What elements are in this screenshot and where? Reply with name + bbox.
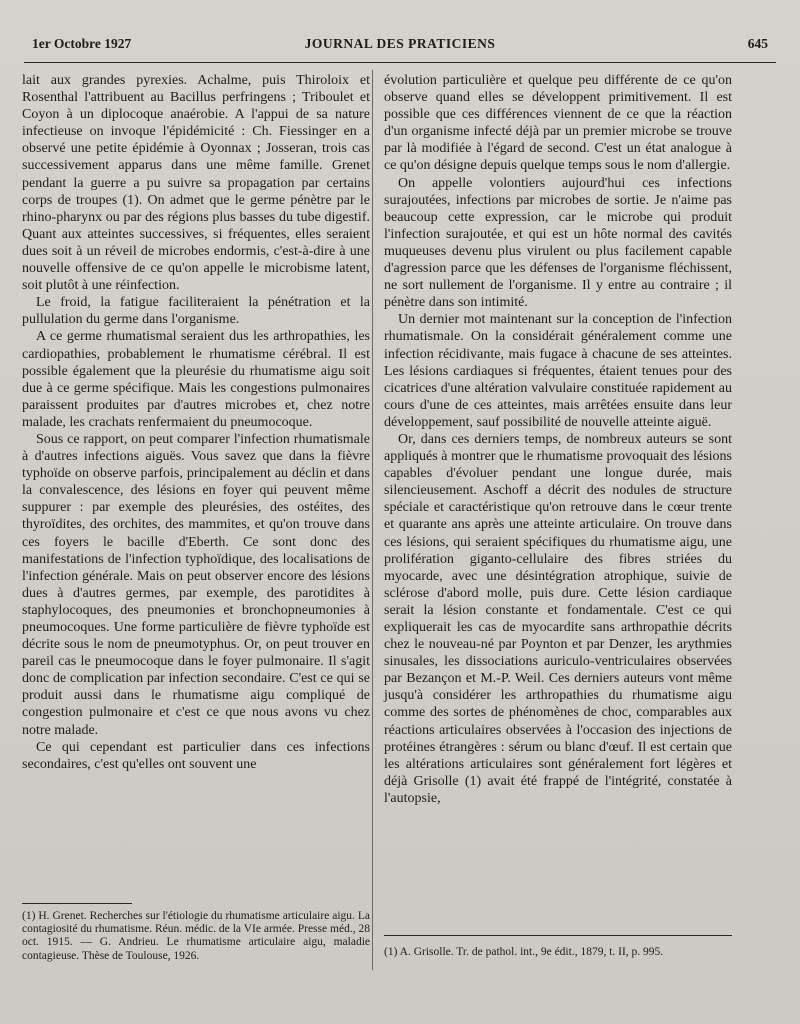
left-column xyxy=(22,72,370,773)
right-footnote: (1) A. Grisolle. Tr. de pathol. int., 9e édit., 1879, t. II, p. 995. xyxy=(384,946,664,958)
left-paragraph-3: A ce germe rhumatismal seraient dus les arthropathies, les cardiopathies, probablement le rhumatisme cérébral. Il est possible également que la pleurésie du rhumatisme aigu soit due à ce germe spécifique. Mais les congestions pulmonaires paraissent produites par d'autres microbes et, chez notre malade, les crachats renfermaient du pneumocoque. xyxy=(22,329,370,430)
right-column xyxy=(384,72,732,807)
left-footnote-rule xyxy=(22,903,132,904)
header-page-number: 645 xyxy=(747,36,768,51)
right-paragraph-4: Or, dans ces derniers temps, de nombreux auteurs se sont appliqués à montrer que le rhumatisme provoquait des lésions capables d'évoluer pendant une longue durée, mais silencieusement. Aschoff a décrit des nodules de structure spéciale et caractéristique qu'on retrouve dans le cœur trente et quarante ans après une atteinte articulaire. On trouve dans ces lésions, qui seraient spécifiques du rhumatisme aigu, une prolifération giganto-cellulaire des fibres striées du myocarde, avec une désintégration atrophique, suivie de sclérose d'abord molle, puis dure. Cette lésion cardiaque serait la lésion constante et fondamentale. C'est ce qui expliquerait les cas de myocardite sans arthropathie décrits chez le nouveau-né par Poynton et par Denzer, les arythmies sinusales, les dissociations auriculo-ventriculaires observées par Bezançon et M.-P. Weil. Ces derniers auteurs vont même jusqu'à considérer les arthropathies du rhumatisme aigu comme des sortes de phénomènes de choc, comparables aux réactions articulaires observées à l'occasion des injections de protéines étrangères : sérum ou blanc d'œuf. Il est certain que les altérations articulaires sont généralement fort légères et déjà Grisolle (1) avait été frappé de l'intégrité, constatée à l'autopsie, xyxy=(384,431,732,806)
left-paragraph-1: lait aux grandes pyrexies. Achalme, puis Thiroloix et Rosenthal l'attribuent au Bacillus perfringens ; Triboulet et Coyon à un diplocoque anaérobie. A l'appui de sa nature infectieuse on invoque l'épidémicité : Ch. Fiessinger en a observé une petite épidémie à Oyonnax ; Josseran, trois cas successivement apparus dans une même famille. Grenet pendant la guerre a pu suivre sa propagation par certains corps de troupes (1). On admet que le germe pénètre par le rhino-pharynx ou par des régions plus basses du tube digestif. Quant aux atteintes successives, si fréquentes, elles seraient dues soit à un réveil de microbes endormis, c'est-à-dire à une nouvelle offensive de ce qu'on appelle le microbisme latent, soit plutôt à une réinfection. xyxy=(22,73,370,294)
right-footnote-rule xyxy=(384,935,732,936)
header-rule xyxy=(24,62,776,63)
running-header xyxy=(32,36,768,60)
left-paragraph-2: Le froid, la fatigue faciliteraient la pénétration et la pullulation du germe dans l'organisme. xyxy=(22,295,370,328)
right-paragraph-3: Un dernier mot maintenant sur la conception de l'infection rhumatismale. On la considérait généralement comme une infection récidivante, mais fugace à chacune de ses atteintes. Les lésions cardiaques si fréquentes, étaient tenues pour des cicatrices d'une altération valvulaire constituée rapidement au cours d'une de ces atteintes, mais arrêtées ensuite dans leur développement, sauf possibilité de nouvelle atteinte aiguë. xyxy=(384,312,732,430)
header-date: 1er Octobre 1927 xyxy=(32,36,132,51)
column-divider xyxy=(372,70,373,970)
left-paragraph-5: Ce qui cependant est particulier dans ces infections secondaires, c'est qu'elles ont souvent une xyxy=(22,739,370,772)
left-footnote: (1) H. Grenet. Recherches sur l'étiologie du rhumatisme articulaire aigu. La contagiosité du rhumatisme. Réun. médic. de la VIe armée. Presse méd., 28 oct. 1915. — G. Andrieu. Le rhumatisme articulaire aigu, maladie contagieuse. Thèse de Toulouse, 1926. xyxy=(22,910,370,962)
header-journal-title: JOURNAL DES PRATICIENS xyxy=(304,36,496,51)
right-paragraph-2: On appelle volontiers aujourd'hui ces infections surajoutées, infections par microbes de sortie. Je n'aime pas beaucoup cette expression, car le microbe qui produit l'infection surajoutée, et qui est un hôte normal des cavités muqueuses devenu plus virulent ou plus facilement capable d'agression parce que les défenses de l'organisme fléchissent, ne sort nullement de l'organisme. Il y entre au contraire ; il pénètre dans son intimité. xyxy=(384,175,732,311)
left-paragraph-4: Sous ce rapport, on peut comparer l'infection rhumatismale à d'autres infections aiguës. Vous savez que dans la fièvre typhoïde on observe parfois, principalement au déclin et dans la convalescence, des lésions en foyer qui peuvent même suppurer : par exemple des pleurésies, des ostéites, des thyroïdites, des orchites, des mammites, et qu'on trouve dans ces foyers le bacille d'Eberth. Ce sont donc des manifestations de l'infection typhoïdique, des localisations de l'infection générale. Mais on peut observer encore des lésions dues à d'autres germes, par exemple, des parotidites à staphylocoques, des pneumonies et bronchopneumonies à pneumocoques. Une forme particulière de fièvre typhoïde est décrite sous le nom de pneumotyphus. Or, on peut trouver en pareil cas le pneumocoque dans le foyer pulmonaire. Il s'agit donc de complication par infection secondaire. C'est ce qui se produit aussi dans le rhumatisme aigu compliqué de congestion pulmonaire et c'est ce que nous avons vu chez notre malade. xyxy=(22,431,370,738)
right-paragraph-1: évolution particulière et quelque peu différente de ce qu'on observe quand elles se développent primitivement. Il est possible que ces différences viennent de ce que la réaction d'un organisme infecté déjà par un premier microbe se trouve par là modifiée à l'égard de second. C'est un état analogue à ce qu'on désigne depuis quelque temps sous le nom d'allergie. xyxy=(384,73,732,174)
